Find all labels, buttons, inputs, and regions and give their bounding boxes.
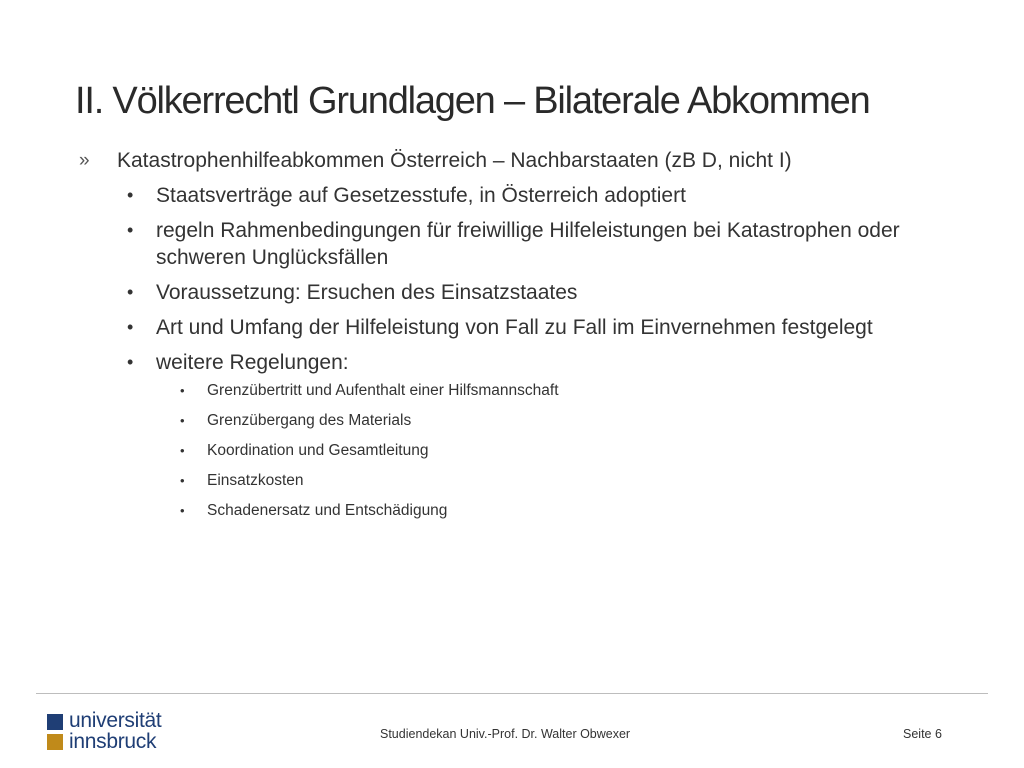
bullet-icon: • xyxy=(127,352,134,372)
footer-divider xyxy=(36,693,988,694)
point-item xyxy=(75,279,936,306)
logo-block-gold xyxy=(47,734,63,750)
logo-wordmark xyxy=(69,710,161,752)
sub-point-text: Einsatzkosten xyxy=(207,472,304,489)
bullet-icon: • xyxy=(127,282,134,302)
slide-title: II. Völkerrechtl Grundlagen – Bilaterale Abkommen xyxy=(75,80,870,122)
bullet-icon: • xyxy=(127,317,134,337)
footer-page-number: Seite 6 xyxy=(903,727,942,741)
point-text: Art und Umfang der Hilfeleistung von Fall zu Fall im Einvernehmen festgelegt xyxy=(156,316,873,339)
sub-point-item xyxy=(75,440,936,462)
slide-content xyxy=(75,146,975,530)
logo-mark-icon xyxy=(47,714,63,750)
logo-line-2: innsbruck xyxy=(69,730,157,753)
sub-point-list xyxy=(75,380,936,522)
bullet-icon: • xyxy=(180,383,185,398)
point-list xyxy=(75,182,975,522)
main-bullet xyxy=(75,146,975,176)
sub-point-text: Grenzübergang des Materials xyxy=(207,412,412,429)
sub-point-item xyxy=(75,470,936,492)
sub-point-item xyxy=(75,380,936,402)
footer-presenter: Studiendekan Univ.-Prof. Dr. Walter Obwexer xyxy=(380,727,631,741)
point-text: weitere Regelungen: xyxy=(156,351,349,374)
bullet-icon: • xyxy=(127,220,134,240)
point-item xyxy=(75,349,936,522)
sub-point-item xyxy=(75,500,936,522)
sub-point-item xyxy=(75,410,936,432)
bullet-icon: • xyxy=(180,413,185,428)
point-item xyxy=(75,182,936,209)
logo-line-1: universität xyxy=(69,709,162,732)
sub-point-text: Grenzübertritt und Aufenthalt einer Hilfsmannschaft xyxy=(207,382,559,399)
point-text: Staatsverträge auf Gesetzesstufe, in Österreich adoptiert xyxy=(156,184,686,207)
sub-point-text: Schadenersatz und Entschädigung xyxy=(207,502,448,519)
bullet-icon: • xyxy=(180,473,185,488)
point-item xyxy=(75,314,936,341)
chevron-bullet-icon: » xyxy=(79,150,90,171)
bullet-icon: • xyxy=(127,185,134,205)
bullet-icon: • xyxy=(180,503,185,518)
logo-block-blue xyxy=(47,714,63,730)
point-item xyxy=(75,217,936,271)
point-text: regeln Rahmenbedingungen für freiwillige Hilfeleistungen bei Katastrophen oder schweren Unglücksfällen xyxy=(156,219,900,269)
bullet-icon: • xyxy=(180,443,185,458)
point-text: Voraussetzung: Ersuchen des Einsatzstaates xyxy=(156,281,578,304)
sub-point-text: Koordination und Gesamtleitung xyxy=(207,442,429,459)
main-bullet-text: Katastrophenhilfeabkommen Österreich – Nachbarstaaten (zB D, nicht I) xyxy=(117,149,792,172)
university-logo xyxy=(47,709,197,753)
